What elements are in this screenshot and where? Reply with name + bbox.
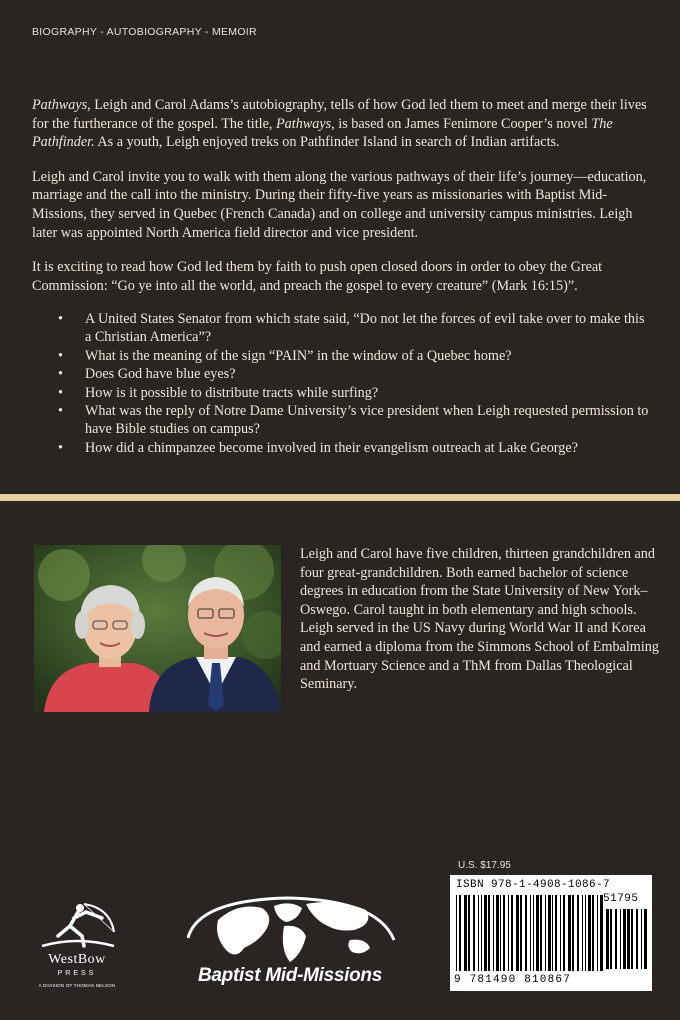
barcode-bar [478,895,479,971]
list-item: • Does God have blue eyes? [58,366,236,383]
list-item: • How did a chimpanzee become involved in their evangelism outreach at Lake George? [58,439,578,456]
barcode-bar [552,895,553,971]
barcode-bar [496,895,499,971]
barcode-bar [500,895,501,971]
bullet-icon: • [58,384,63,401]
gold-divider [0,494,680,501]
barcode-bar [530,895,531,971]
barcode-bar [468,895,470,971]
barcode-bar [620,909,621,969]
barcode-bar [572,895,574,971]
barcode-bars [454,895,604,971]
novel-title: The Pathfinder. [32,115,613,151]
barcode-bar [600,895,603,971]
barcode-addon-bars [604,909,648,969]
price-code: 51795 [603,893,639,905]
barcode-bar [548,895,551,971]
blurb-paragraph-3: It is exciting to read how God led them by faith to push open closed doors in order to obey the Great Commission: “Go ye into all the world, and preach the gospel to every creature” (Mark 16:15)”. [32,259,603,294]
barcode-bar [627,909,630,969]
barcode-bar [563,895,565,971]
isbn-number: ISBN 978-1-4908-1086-7 [456,879,611,891]
price-label: U.S. $17.95 [458,860,511,871]
barcode-bar [464,895,467,971]
book-title: Pathways [32,97,88,113]
author-photo-illustration [34,545,281,712]
publisher-press: PRESS [57,970,97,977]
barcode-bar [540,895,542,971]
barcode-bar [508,895,509,971]
blurb-paragraph-1: Pathways, Leigh and Carol Adams’s autobiography, tells of how God led them to meet and merge their lives for the furtherance of the gospel. The title, Pathways, is based on James Fenimore Cooper’s novel The Pathfinder. As a youth, Leigh enjoyed treks on Pathfinder Island in search of Indian artifacts. [32,97,647,151]
barcode-bar [631,909,633,969]
barcode-bar [606,909,609,969]
barcode-bar [577,895,579,971]
barcode-bar [555,895,557,971]
barcode-bar [615,909,617,969]
barcode-bar [641,909,642,969]
blurb-paragraph-2: Leigh and Carol invite you to walk with them along the various pathways of their life’s journey—education, marriage and the call into the ministry. During their fifty-five years as missionaries with Baptist Mid-Missions, they served in Quebec (French Canada) and on college and university campus ministries. Leigh later was appointed North America field director and vice president. [32,168,647,241]
isbn-barcode [450,875,652,991]
barcode-bar [488,895,490,971]
genre-label: BIOGRAPHY - AUTOBIOGRAPHY - MEMOIR [32,26,257,38]
barcode-bar [520,895,522,971]
barcode-bar [511,895,513,971]
author-photo [34,545,281,712]
list-item: • How is it possible to distribute tracts while surfing? [58,384,379,401]
ean-digits: 9 781490 810867 [454,974,572,986]
barcode-bar [545,895,546,971]
barcode-bar [582,895,583,971]
barcode-bar [484,895,487,971]
barcode-bar [588,895,591,971]
blurb [32,96,650,458]
barcode-bar [623,909,626,969]
westbow-press-logo [22,890,132,1000]
barcode-bar [533,895,534,971]
barcode-bar [473,895,475,971]
barcode-bar [592,895,594,971]
author-bio: Leigh and Carol have five children, thirteen grandchildren and four great-grandchildren. Both earned bachelor of science degrees in education from the State University of New York–Oswego. Carol taught in both elementary and high schools. Leigh served in the US Navy during World War II and Korea and earned a diploma from the Simmons School of Embalming and Mortuary Science and a ThM from Dallas Theological Seminary. [300,546,659,693]
barcode-bar [459,895,461,971]
barcode-bar [456,895,457,971]
publisher-name: WestBow [48,952,106,967]
bullet-icon: • [58,311,63,328]
barcode-bar [560,895,561,971]
baptist-mid-missions-logo [178,890,402,990]
mission-name: Baptist Mid-Missions [197,965,382,986]
barcode-bar [568,895,571,971]
barcode-bar [503,895,505,971]
bullet-icon: • [58,439,63,456]
question-list [32,311,650,457]
list-item: • A United States Senator from which state said, “Do not let the forces of evil take over to make this a Christian America”? [58,311,645,345]
barcode-bar [597,895,598,971]
barcode-bar [481,895,482,971]
barcode-bar [610,909,612,969]
barcode-bar [493,895,494,971]
publisher-tagline: A DIVISION OF THOMAS NELSON [38,983,116,988]
barcode-bar [536,895,539,971]
barcode-bar [525,895,527,971]
bullet-icon: • [58,403,63,420]
book-title: Pathways [276,115,332,132]
globe-icon [178,890,402,970]
list-item: • What was the reply of Notre Dame University’s vice president when Leigh requested permission to have Bible studies on campus? [58,403,649,437]
barcode-bar [644,909,647,969]
barcode-bar [585,895,586,971]
archer-icon [22,890,132,954]
list-item: • What is the meaning of the sign “PAIN” in the window of a Quebec home? [58,347,512,364]
barcode-bar [516,895,519,971]
barcode-bar [636,909,638,969]
bullet-icon: • [58,347,63,364]
bullet-icon: • [58,366,63,383]
